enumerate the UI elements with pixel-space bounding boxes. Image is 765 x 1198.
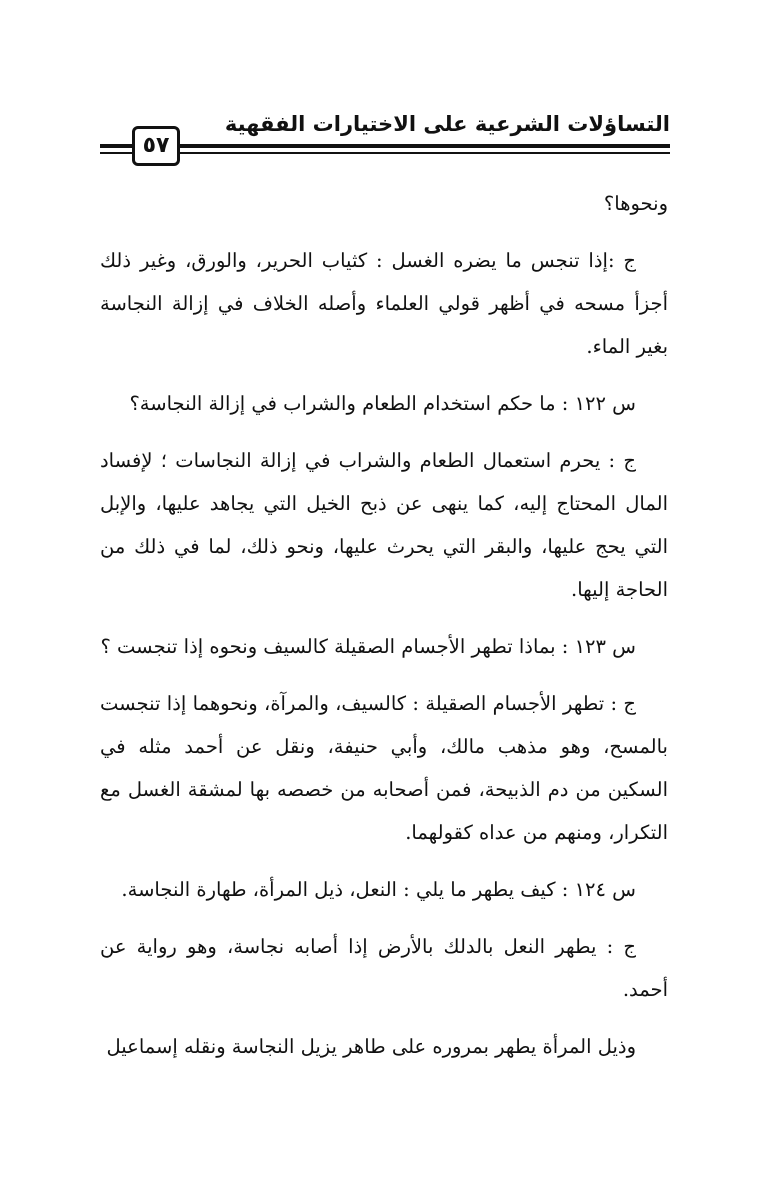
paragraph: ج :إذا تنجس ما يضره الغسل : كثياب الحرير، والورق، وغير ذلك أجزأ مسحه في أظهر قولي العلماء وأصله الخلاف في إزالة النجاسة بغير الماء. (100, 249, 669, 358)
page-header (100, 108, 670, 168)
answer-paragraph: ج : يحرم استعمال الطعام والشراب في إزالة النجاسات ؛ لإفساد المال المحتاج إليه، كما ينهى عن ذبح الخيل التي يجاهد عليها، والإبل التي يحج عليها، والبقر التي يحرث عليها، ونحو ذلك، لما في ذلك من الحاجة إليها. (100, 449, 668, 601)
page-number-box (132, 126, 180, 166)
running-title: التساؤلات الشرعية على الاختيارات الفقهية (224, 112, 670, 136)
page-number: ٥٧ (142, 133, 170, 158)
header-rule-thin (100, 152, 670, 154)
answer-paragraph: ج : يطهر النعل بالدلك بالأرض إذا أصابه نجاسة، وهو رواية عن أحمد. (100, 935, 668, 1001)
header-rule-thick (100, 144, 670, 148)
question-paragraph: س ١٢٣ : بماذا تطهر الأجسام الصقيلة كالسيف ونحوه إذا تنجست ؟ (100, 635, 636, 658)
page-body (100, 182, 668, 1082)
paragraph: ونحوها؟ (603, 192, 668, 215)
question-paragraph: س ١٢٤ : كيف يطهر ما يلي : النعل، ذيل المرأة، طهارة النجاسة. (121, 878, 636, 901)
answer-paragraph: ج : تطهر الأجسام الصقيلة : كالسيف، والمرآة، ونحوهما إذا تنجست بالمسح، وهو مذهب مالك، وأبي حنيفة، ونقل عن أحمد مثله في السكين من دم الذبيحة، فمن أصحابه من خصصه بها لمشقة الغسل مع التكرار، ومنهم من عداه كقولهما. (100, 692, 668, 844)
question-paragraph: س ١٢٢ : ما حكم استخدام الطعام والشراب في إزالة النجاسة؟ (129, 392, 636, 415)
paragraph: وذيل المرأة يطهر بمروره على طاهر يزيل النجاسة ونقله إسماعيل (106, 1035, 636, 1058)
